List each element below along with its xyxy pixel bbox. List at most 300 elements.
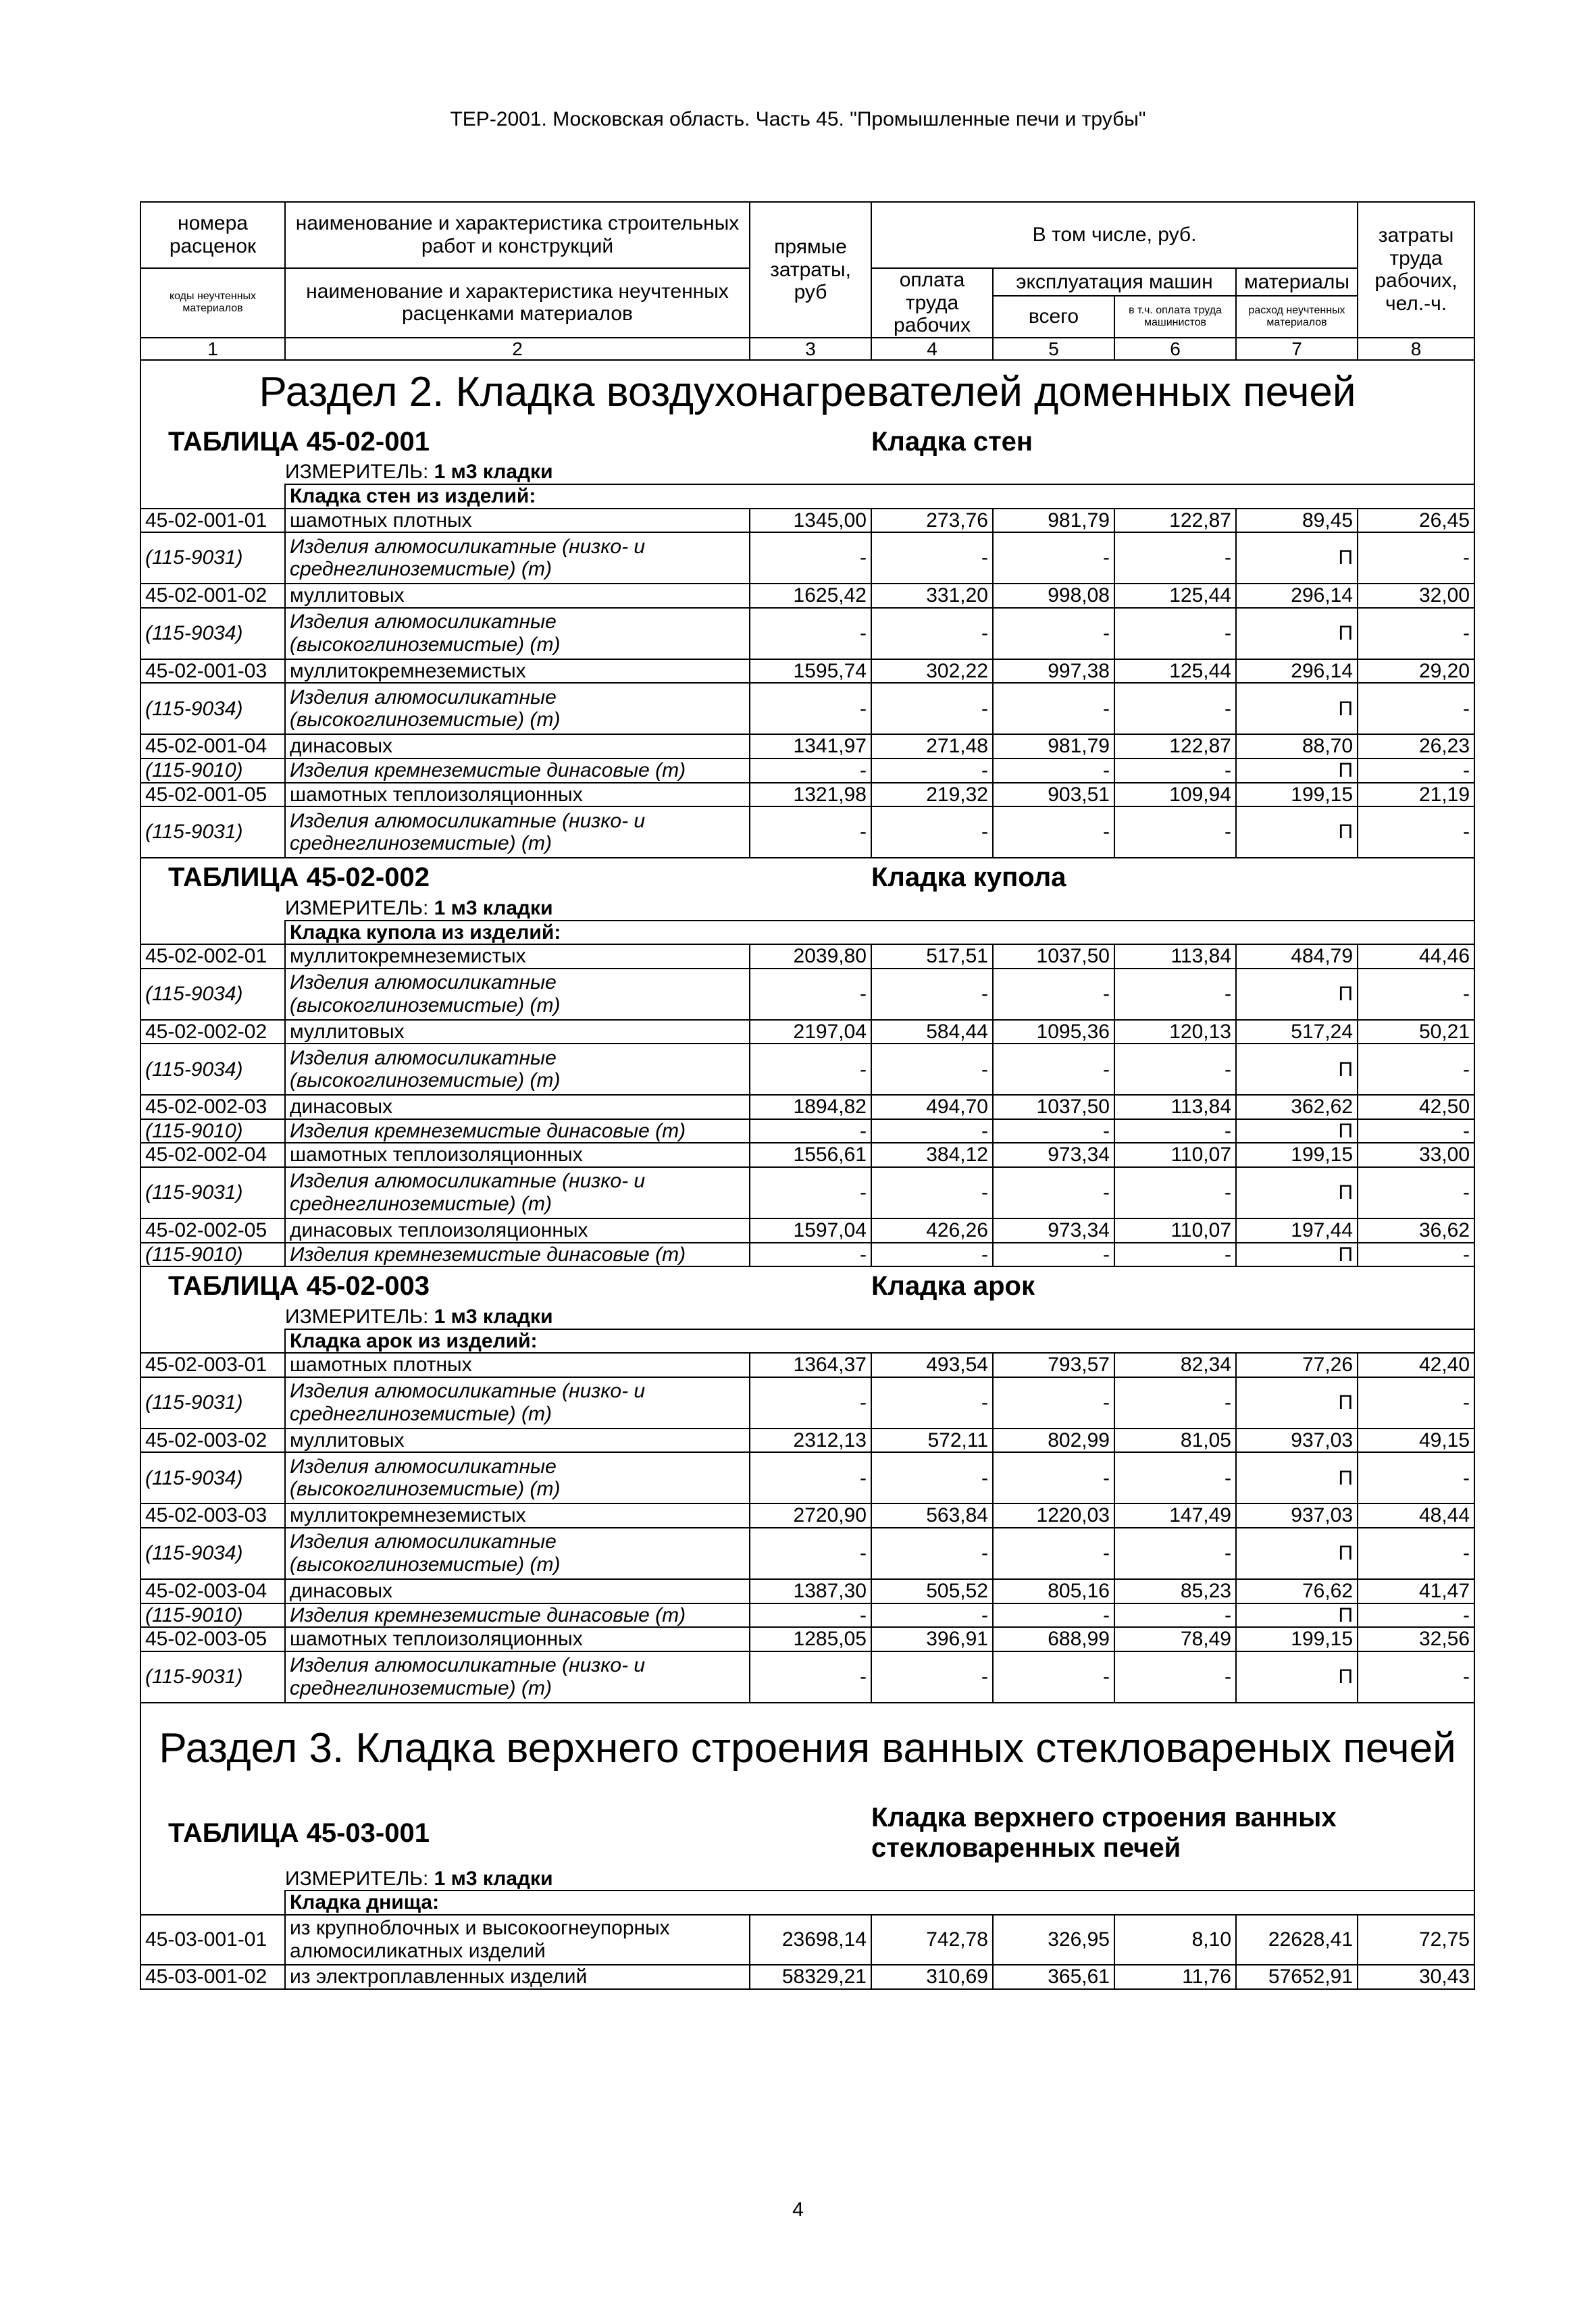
material-code: (115-9034) xyxy=(140,1528,285,1579)
material-row xyxy=(140,1044,1474,1095)
rate-row xyxy=(140,1627,1474,1651)
value-cell: 36,62 xyxy=(1358,1218,1474,1243)
rate-row xyxy=(140,509,1474,533)
value-cell: 484,79 xyxy=(1236,944,1358,969)
value-cell: 21,19 xyxy=(1358,783,1474,807)
rate-code: 45-03-001-02 xyxy=(140,1965,285,1989)
value-cell: 113,84 xyxy=(1114,944,1236,969)
value-cell: 973,34 xyxy=(993,1143,1114,1167)
rate-code: 45-02-003-01 xyxy=(140,1353,285,1377)
rate-name: муллитовых xyxy=(285,584,750,608)
material-name xyxy=(285,1044,750,1095)
rate-code: 45-02-002-05 xyxy=(140,1218,285,1243)
table-title-row xyxy=(140,1799,1474,1868)
table-name xyxy=(750,1799,1474,1868)
material-row xyxy=(140,759,1474,783)
value-cell: 76,62 xyxy=(1236,1579,1358,1603)
measurer-label: ИЗМЕРИТЕЛЬ: xyxy=(285,461,429,484)
material-line: среднеглиноземистые) (т) xyxy=(290,1193,552,1216)
material-row xyxy=(140,1651,1474,1703)
value-cell: 396,91 xyxy=(871,1627,993,1651)
section-title-row xyxy=(140,1717,1474,1778)
material-name xyxy=(285,1167,750,1218)
value-cell: 81,05 xyxy=(1114,1429,1236,1453)
value-cell: 1341,97 xyxy=(750,734,871,759)
machines-header: эксплуатация машин xyxy=(993,268,1236,296)
rate-code: 45-02-002-03 xyxy=(140,1095,285,1119)
value-cell: - xyxy=(871,1528,993,1579)
rate-name: муллитокремнеземистых xyxy=(285,659,750,684)
table-label: ТАБЛИЦА 45-03-001 xyxy=(140,1799,750,1868)
measurer-label: ИЗМЕРИТЕЛЬ: xyxy=(285,1867,429,1890)
page-number: 4 xyxy=(792,2199,804,2221)
value-cell: - xyxy=(1114,1377,1236,1429)
value-cell: П xyxy=(1236,683,1358,734)
rate-name: шамотных теплоизоляционных xyxy=(285,783,750,807)
value-cell: П xyxy=(1236,1377,1358,1429)
material-line: Изделия алюмосиликатные (низко- и xyxy=(290,1654,646,1677)
col2-header: наименование и характеристика строительных работ и конструкций xyxy=(285,202,750,268)
value-cell: 41,47 xyxy=(1358,1579,1474,1603)
material-code: (115-9031) xyxy=(140,1651,285,1703)
material-code: (115-9031) xyxy=(140,1377,285,1429)
value-cell: - xyxy=(1358,1452,1474,1503)
rate-name: муллитокремнеземистых xyxy=(285,1503,750,1528)
value-cell: - xyxy=(750,1044,871,1095)
rate-name xyxy=(285,1965,750,1989)
spacer xyxy=(140,1703,1474,1717)
value-cell: 26,45 xyxy=(1358,509,1474,533)
material-name xyxy=(285,532,750,584)
value-cell: 997,38 xyxy=(993,659,1114,684)
table-name: Кладка арок xyxy=(750,1266,1474,1306)
rate-row xyxy=(140,1429,1474,1453)
value-cell: - xyxy=(871,1377,993,1429)
material-row xyxy=(140,1603,1474,1628)
value-cell: - xyxy=(1358,1243,1474,1267)
value-cell: - xyxy=(871,1243,993,1267)
value-cell: 49,15 xyxy=(1358,1429,1474,1453)
value-cell: - xyxy=(993,608,1114,659)
material-name xyxy=(285,1452,750,1503)
table-name-line: стекловаренных печей xyxy=(871,1833,1181,1863)
value-cell: 1364,37 xyxy=(750,1353,871,1377)
subheading: Кладка днища: xyxy=(285,1891,750,1915)
value-cell: 517,51 xyxy=(871,944,993,969)
material-name xyxy=(285,1377,750,1429)
material-line: Изделия алюмосиликатные xyxy=(290,1531,557,1553)
rate-row xyxy=(140,1353,1474,1377)
value-cell: - xyxy=(1114,1651,1236,1703)
value-cell: 802,99 xyxy=(993,1429,1114,1453)
subheading-row xyxy=(140,921,1474,945)
value-cell: 331,20 xyxy=(871,584,993,608)
value-cell: - xyxy=(1358,1651,1474,1703)
value-cell: - xyxy=(871,1167,993,1218)
value-cell: 30,43 xyxy=(1358,1965,1474,1989)
value-cell: - xyxy=(1114,806,1236,858)
table-name-line: Кладка верхнего строения ванных xyxy=(871,1803,1337,1833)
material-name xyxy=(285,1528,750,1579)
value-cell: 494,70 xyxy=(871,1095,993,1119)
value-cell: - xyxy=(1114,1167,1236,1218)
material-line: (высокоглиноземистые) (т) xyxy=(290,1069,561,1092)
material-row xyxy=(140,1377,1474,1429)
material-line: Изделия алюмосиликатные (низко- и xyxy=(290,1380,646,1403)
rate-name: шамотных плотных xyxy=(285,509,750,533)
value-cell: 742,78 xyxy=(871,1915,993,1965)
value-cell: - xyxy=(1358,1119,1474,1143)
col7-header: расход неучтенных материалов xyxy=(1236,296,1358,338)
value-cell: - xyxy=(1358,1167,1474,1218)
value-cell: П xyxy=(1236,1651,1358,1703)
value-cell: 109,94 xyxy=(1114,783,1236,807)
value-cell: 937,03 xyxy=(1236,1503,1358,1528)
value-cell: - xyxy=(993,683,1114,734)
spacer-row xyxy=(140,1703,1474,1717)
value-cell: 85,23 xyxy=(1114,1579,1236,1603)
value-cell: - xyxy=(993,1452,1114,1503)
value-cell: 29,20 xyxy=(1358,659,1474,684)
rate-row xyxy=(140,584,1474,608)
material-line: (высокоглиноземистые) (т) xyxy=(290,633,561,656)
value-cell: 1387,30 xyxy=(750,1579,871,1603)
value-cell: 365,61 xyxy=(993,1965,1114,1989)
measurer-row xyxy=(140,1868,1474,1891)
value-cell: П xyxy=(1236,1167,1358,1218)
value-cell: - xyxy=(750,1528,871,1579)
value-cell: 2039,80 xyxy=(750,944,871,969)
value-cell: П xyxy=(1236,969,1358,1020)
col6-header: в т.ч. оплата труда машинистов xyxy=(1114,296,1236,338)
spacer xyxy=(140,484,285,509)
spacer xyxy=(140,461,285,484)
value-cell: 362,62 xyxy=(1236,1095,1358,1119)
value-cell: 1220,03 xyxy=(993,1503,1114,1528)
rate-code: 45-02-003-05 xyxy=(140,1627,285,1651)
subheading: Кладка арок из изделий: xyxy=(285,1329,750,1354)
value-cell: 89,45 xyxy=(1236,509,1358,533)
value-cell: 1595,74 xyxy=(750,659,871,684)
value-cell: - xyxy=(1358,1603,1474,1628)
rate-code: 45-02-003-02 xyxy=(140,1429,285,1453)
value-cell: - xyxy=(871,608,993,659)
rate-name-line: алюмосиликатных изделий xyxy=(290,1940,546,1963)
material-line: (высокоглиноземистые) (т) xyxy=(290,709,561,731)
rate-row xyxy=(140,944,1474,969)
col1-sub-header: коды неучтенных материалов xyxy=(140,268,285,338)
value-cell: 72,75 xyxy=(1358,1915,1474,1965)
material-row xyxy=(140,683,1474,734)
rate-name: динасовых xyxy=(285,1579,750,1603)
value-cell: 2197,04 xyxy=(750,1020,871,1044)
spacer xyxy=(140,897,285,921)
value-cell: 22628,41 xyxy=(1236,1915,1358,1965)
value-cell: 50,21 xyxy=(1358,1020,1474,1044)
measurer-unit: 1 м3 кладки xyxy=(434,461,553,484)
rate-row xyxy=(140,1020,1474,1044)
value-cell: 23698,14 xyxy=(750,1915,871,1965)
section-title: Раздел 3. Кладка верхнего строения ванных стекловареных печей xyxy=(140,1717,1474,1778)
value-cell: - xyxy=(993,1243,1114,1267)
rate-name: динасовых xyxy=(285,1095,750,1119)
section-title-row xyxy=(140,360,1474,422)
value-cell: 505,52 xyxy=(871,1579,993,1603)
rate-row xyxy=(140,1143,1474,1167)
value-cell: П xyxy=(1236,1528,1358,1579)
value-cell: П xyxy=(1236,1603,1358,1628)
value-cell: 110,07 xyxy=(1114,1143,1236,1167)
material-name xyxy=(285,969,750,1020)
table-title-row xyxy=(140,1266,1474,1306)
value-cell: 517,24 xyxy=(1236,1020,1358,1044)
col1-title: номера xyxy=(178,212,248,235)
material-line: (высокоглиноземистые) (т) xyxy=(290,994,561,1017)
material-name xyxy=(285,759,750,783)
value-cell: 302,22 xyxy=(871,659,993,684)
rate-code: 45-02-003-04 xyxy=(140,1579,285,1603)
material-name xyxy=(285,1243,750,1267)
table-label: ТАБЛИЦА 45-02-001 xyxy=(140,423,750,461)
value-cell: 493,54 xyxy=(871,1353,993,1377)
value-cell: - xyxy=(1114,532,1236,584)
material-line: среднеглиноземистые) (т) xyxy=(290,1402,552,1425)
value-cell: - xyxy=(750,532,871,584)
value-cell: - xyxy=(871,683,993,734)
value-cell: П xyxy=(1236,608,1358,659)
subheading: Кладка стен из изделий: xyxy=(285,484,750,509)
measurer-row xyxy=(140,897,1474,921)
rate-code: 45-03-001-01 xyxy=(140,1915,285,1965)
value-cell: 1894,82 xyxy=(750,1095,871,1119)
value-cell: - xyxy=(1114,759,1236,783)
value-cell: 793,57 xyxy=(993,1353,1114,1377)
material-code: (115-9034) xyxy=(140,683,285,734)
value-cell: - xyxy=(750,806,871,858)
value-cell: 1625,42 xyxy=(750,584,871,608)
material-line: Изделия алюмосиликатные xyxy=(290,971,557,994)
material-code: (115-9034) xyxy=(140,608,285,659)
rate-name: муллитокремнеземистых xyxy=(285,944,750,969)
material-code: (115-9034) xyxy=(140,969,285,1020)
value-cell: - xyxy=(750,1243,871,1267)
material-line: Изделия кремнеземистые динасовые (т) xyxy=(290,1603,686,1626)
price-table xyxy=(140,201,1474,1990)
rate-row xyxy=(140,1218,1474,1243)
value-cell: - xyxy=(1358,969,1474,1020)
value-cell: 42,50 xyxy=(1358,1095,1474,1119)
value-cell: П xyxy=(1236,532,1358,584)
col-number: 1 xyxy=(140,338,285,360)
value-cell: П xyxy=(1236,1119,1358,1143)
value-cell: 33,00 xyxy=(1358,1143,1474,1167)
material-row xyxy=(140,1452,1474,1503)
value-cell: - xyxy=(993,1528,1114,1579)
value-cell: 199,15 xyxy=(1236,1143,1358,1167)
value-cell: 326,95 xyxy=(993,1915,1114,1965)
value-cell: - xyxy=(750,759,871,783)
value-cell: 44,46 xyxy=(1358,944,1474,969)
col1-title2: расценок xyxy=(169,235,257,257)
value-cell: 572,11 xyxy=(871,1429,993,1453)
material-line: среднеглиноземистые) (т) xyxy=(290,1676,552,1699)
col3-header: прямые затраты, руб xyxy=(750,202,871,338)
spacer xyxy=(140,1868,285,1891)
material-name xyxy=(285,1603,750,1628)
value-cell: 998,08 xyxy=(993,584,1114,608)
value-cell: - xyxy=(1358,1528,1474,1579)
rate-row xyxy=(140,1095,1474,1119)
spacer xyxy=(140,1329,285,1354)
value-cell: 1597,04 xyxy=(750,1218,871,1243)
value-cell: - xyxy=(1114,683,1236,734)
value-cell: 58329,21 xyxy=(750,1965,871,1989)
material-code: (115-9010) xyxy=(140,1243,285,1267)
material-line: Изделия алюмосиликатные xyxy=(290,1455,557,1478)
value-cell: 903,51 xyxy=(993,783,1114,807)
value-cell: 125,44 xyxy=(1114,584,1236,608)
value-cell: - xyxy=(750,1119,871,1143)
value-cell: - xyxy=(993,1167,1114,1218)
value-cell: - xyxy=(871,969,993,1020)
material-code: (115-9010) xyxy=(140,1603,285,1628)
spacer xyxy=(750,1329,1474,1354)
rate-code: 45-02-001-01 xyxy=(140,509,285,533)
rate-name: шамотных теплоизоляционных xyxy=(285,1627,750,1651)
value-cell: - xyxy=(871,759,993,783)
value-cell: 563,84 xyxy=(871,1503,993,1528)
material-code: (115-9010) xyxy=(140,1119,285,1143)
value-cell: П xyxy=(1236,1044,1358,1095)
value-cell: 584,44 xyxy=(871,1020,993,1044)
value-cell: 384,12 xyxy=(871,1143,993,1167)
material-code: (115-9031) xyxy=(140,1167,285,1218)
material-row xyxy=(140,532,1474,584)
value-cell: 122,87 xyxy=(1114,509,1236,533)
running-header: ТЕР-2001. Московская область. Часть 45. "Промышленные печи и трубы" xyxy=(450,108,1146,130)
materials-header: материалы xyxy=(1236,268,1358,296)
spacer xyxy=(750,921,1474,945)
rate-code: 45-02-002-04 xyxy=(140,1143,285,1167)
value-cell: 2312,13 xyxy=(750,1429,871,1453)
value-cell: - xyxy=(1114,969,1236,1020)
value-cell: - xyxy=(750,1603,871,1628)
value-cell: - xyxy=(871,1119,993,1143)
rate-name-line: из крупноблочных и высокоогнеупорных xyxy=(290,1917,670,1940)
rate-code: 45-02-001-03 xyxy=(140,659,285,684)
value-cell: 1037,50 xyxy=(993,944,1114,969)
value-cell: - xyxy=(750,1452,871,1503)
value-cell: - xyxy=(1114,1243,1236,1267)
table-title-row xyxy=(140,858,1474,897)
spacer xyxy=(750,1891,1474,1915)
value-cell: - xyxy=(993,532,1114,584)
material-row xyxy=(140,1119,1474,1143)
material-line: (высокоглиноземистые) (т) xyxy=(290,1553,561,1576)
material-line: Изделия алюмосиликатные (низко- и xyxy=(290,535,646,558)
value-cell: - xyxy=(1114,1119,1236,1143)
value-cell: 937,03 xyxy=(1236,1429,1358,1453)
material-line: Изделия алюмосиликатные (низко- и xyxy=(290,809,646,832)
col2-sub-header: наименование и характеристика неучтенных расценками материалов xyxy=(285,268,750,338)
value-cell: 310,69 xyxy=(871,1965,993,1989)
subheading-row xyxy=(140,1329,1474,1354)
value-cell: - xyxy=(993,1651,1114,1703)
material-code: (115-9034) xyxy=(140,1044,285,1095)
value-cell: - xyxy=(871,1603,993,1628)
value-cell: - xyxy=(993,1044,1114,1095)
value-cell: 42,40 xyxy=(1358,1353,1474,1377)
material-line: Изделия алюмосиликатные xyxy=(290,611,557,634)
value-cell: - xyxy=(993,969,1114,1020)
value-cell: 125,44 xyxy=(1114,659,1236,684)
table-name: Кладка стен xyxy=(750,423,1474,461)
table-name: Кладка купола xyxy=(750,858,1474,897)
value-cell: 122,87 xyxy=(1114,734,1236,759)
rate-code: 45-02-001-02 xyxy=(140,584,285,608)
material-code: (115-9010) xyxy=(140,759,285,783)
value-cell: 11,76 xyxy=(1114,1965,1236,1989)
value-cell: П xyxy=(1236,806,1358,858)
value-cell: 688,99 xyxy=(993,1627,1114,1651)
col8-header: затраты труда рабочих, чел.-ч. xyxy=(1358,202,1474,338)
col-number: 7 xyxy=(1236,338,1358,360)
value-cell: - xyxy=(1358,759,1474,783)
value-cell: 77,26 xyxy=(1236,1353,1358,1377)
material-line: Изделия алюмосиликатные xyxy=(290,686,557,709)
rate-row xyxy=(140,783,1474,807)
value-cell: - xyxy=(750,1377,871,1429)
col-number: 5 xyxy=(993,338,1114,360)
spacer xyxy=(140,1891,285,1915)
section-title: Раздел 2. Кладка воздухонагревателей доменных печей xyxy=(140,360,1474,422)
material-line: Изделия кремнеземистые динасовые (т) xyxy=(290,1119,686,1142)
value-cell: 271,48 xyxy=(871,734,993,759)
value-cell: 88,70 xyxy=(1236,734,1358,759)
spacer xyxy=(750,484,1474,509)
col5-header: всего xyxy=(993,296,1114,338)
measurer xyxy=(285,1868,1474,1891)
subheading-row xyxy=(140,484,1474,509)
value-cell: 973,34 xyxy=(993,1218,1114,1243)
material-row xyxy=(140,969,1474,1020)
rate-name xyxy=(285,1915,750,1965)
value-cell: 120,13 xyxy=(1114,1020,1236,1044)
value-cell: - xyxy=(1358,683,1474,734)
material-line: Изделия кремнеземистые динасовые (т) xyxy=(290,1243,686,1266)
value-cell: 82,34 xyxy=(1114,1353,1236,1377)
value-cell: 32,00 xyxy=(1358,584,1474,608)
col-number: 4 xyxy=(871,338,993,360)
material-name xyxy=(285,806,750,858)
value-cell: - xyxy=(750,683,871,734)
value-cell: 1345,00 xyxy=(750,509,871,533)
rate-name: муллитовых xyxy=(285,1429,750,1453)
material-row xyxy=(140,1167,1474,1218)
material-code: (115-9034) xyxy=(140,1452,285,1503)
col4-header: оплата труда рабочих xyxy=(871,268,993,338)
value-cell: 273,76 xyxy=(871,509,993,533)
value-cell: - xyxy=(993,1377,1114,1429)
table-label: ТАБЛИЦА 45-02-002 xyxy=(140,858,750,897)
measurer-unit: 1 м3 кладки xyxy=(434,1306,553,1329)
material-row xyxy=(140,1528,1474,1579)
measurer xyxy=(285,1306,1474,1329)
value-cell: 110,07 xyxy=(1114,1218,1236,1243)
value-cell: 426,26 xyxy=(871,1218,993,1243)
material-name xyxy=(285,1119,750,1143)
col-number: 3 xyxy=(750,338,871,360)
